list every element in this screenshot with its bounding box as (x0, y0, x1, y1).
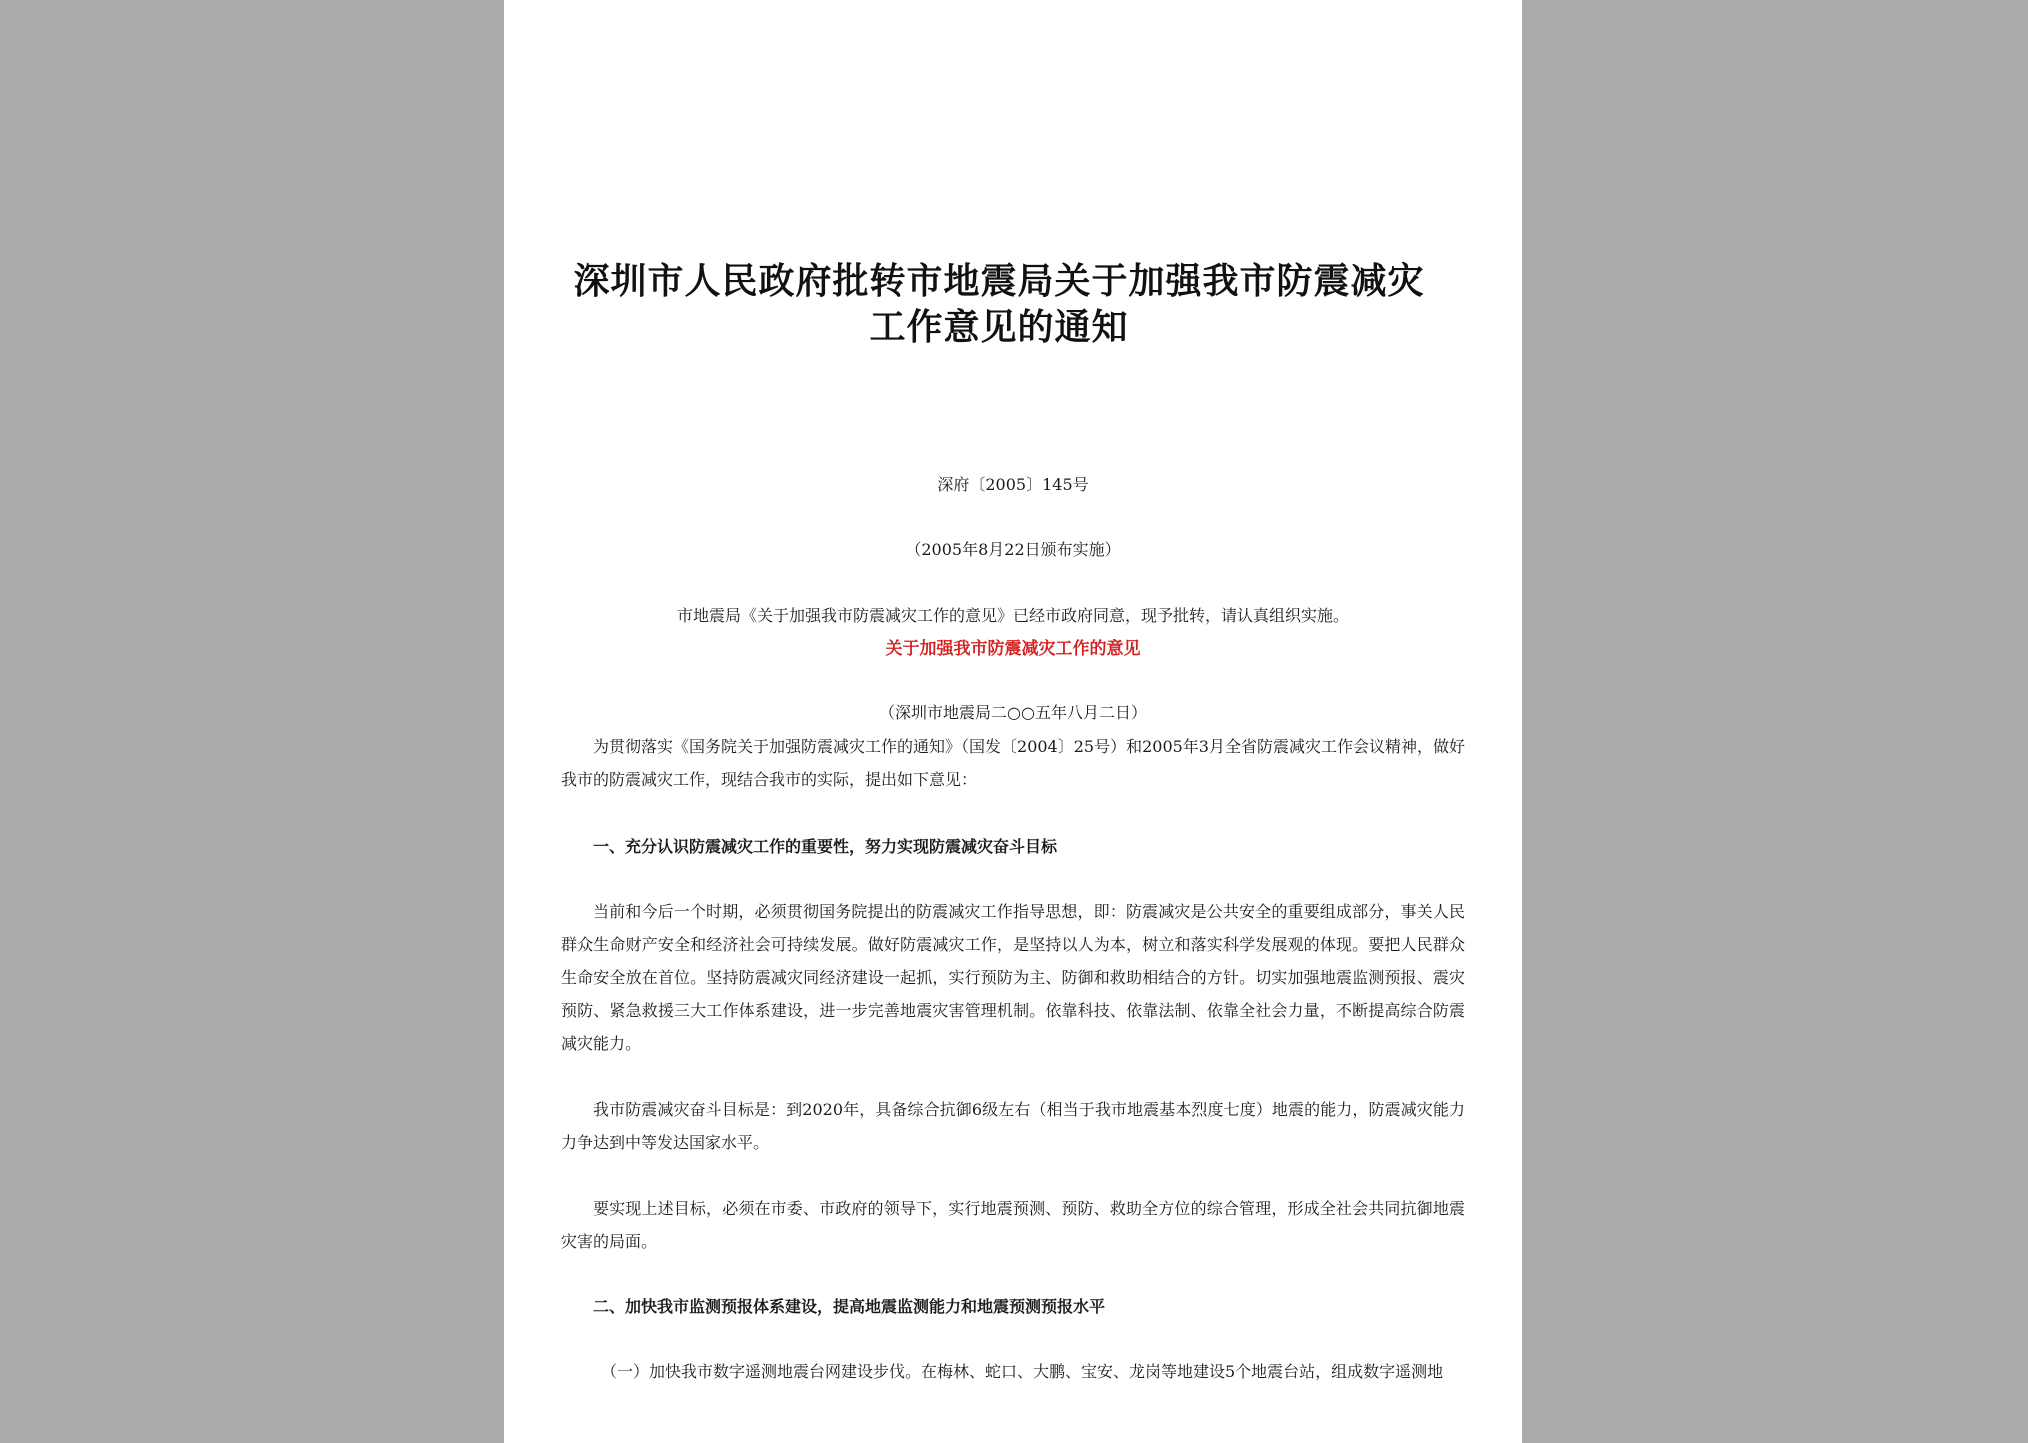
document-title: 深圳市人民政府批转市地震局关于加强我市防震减灾工作意见的通知 (573, 260, 1425, 348)
document-number: 深府〔2005〕145号 (937, 475, 1089, 494)
issue-date: （2005年8月22日颁布实施） (905, 540, 1121, 559)
paragraph-1: 为贯彻落实《国务院关于加强防震减灾工作的通知》（国发〔2004〕25号）和2005年3月全省防震减灾工作会议精神，做好我市的防震减灾工作，现结合我市的实际，提出如下意见： (561, 737, 1465, 789)
intro-text: 市地震局《关于加强我市防震减灾工作的意见》已经市政府同意，现予批转，请认真组织实施。 (676, 606, 1349, 625)
paragraph-4: 要实现上述目标，必须在市委、市政府的领导下，实行地震预测、预防、救助全方位的综合管理，形成全社会共同抗御地震灾害的局面。 (561, 1199, 1465, 1251)
section-heading-1: 一、充分认识防震减灾工作的重要性，努力实现防震减灾奋斗目标 (593, 837, 1058, 856)
opinion-title: 关于加强我市防震减灾工作的意见 (885, 639, 1141, 659)
section-heading-2: 二、加快我市监测预报体系建设，提高地震监测能力和地震预测预报水平 (593, 1297, 1106, 1316)
paragraph-2: 当前和今后一个时期，必须贯彻国务院提出的防震减灾工作指导思想，即：防震减灾是公共安全的重要组成部分，事关人民群众生命财产安全和经济社会可持续发展。做好防震减灾工作，是坚持以人为本，树立和落实科学发展观的体现。要把人民群众生命安全放在首位。坚持防震减灾同经济建设一起抓，实行预防为主、防御和救助相结合的方针。切实加强地震监测预报、震灾预防、紧急救援三大工作体系建设，进一步完善地震灾害管理机制。依靠科技、依靠法制、依靠全社会力量，不断提高综合防震减灾能力。 (561, 902, 1465, 1053)
opinion-source: （深圳市地震局二○○五年八月二日） (879, 703, 1147, 722)
paragraph-3: 我市防震减灾奋斗目标是：到2020年，具备综合抗御6级左右（相当于我市地震基本烈度七度）地震的能力，防震减灾能力力争达到中等发达国家水平。 (561, 1100, 1465, 1152)
paragraph-5: （一）加快我市数字遥测地震台网建设步伐。在梅林、蛇口、大鹏、宝安、龙岗等地建设5个地震台站，组成数字遥测地 (601, 1362, 1444, 1381)
document-page (504, 0, 1522, 1443)
